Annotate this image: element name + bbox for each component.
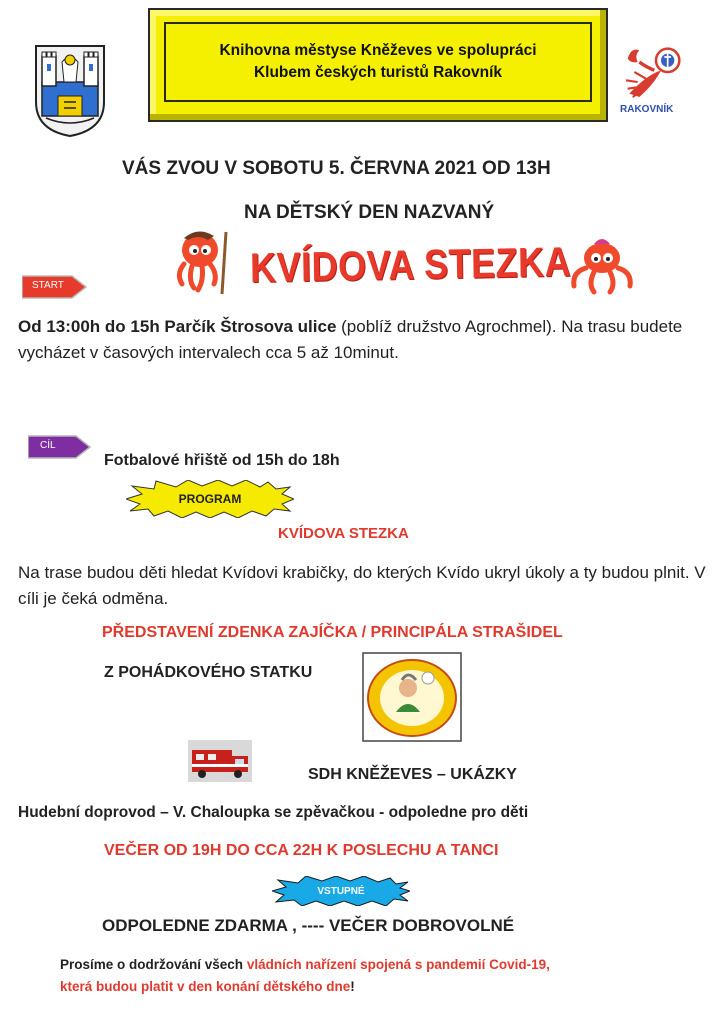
program-description: Na trase budou děti hledat Kvídovi krabičky, do kterých Kvído ukryl úkoly a ty budou plnit. V cíli je čeká odměna. <box>18 563 706 608</box>
invite-line-1: VÁS ZVOU V SOBOTU 5. ČERVNA 2021 OD 13H <box>122 158 551 179</box>
fairytale-farm-logo-icon <box>362 652 462 742</box>
club-logo-text: RAKOVNÍK <box>620 104 674 115</box>
finish-location: Fotbalové hřiště od 15h do 18h <box>104 452 340 469</box>
start-description <box>18 314 708 366</box>
start-tag <box>22 274 88 300</box>
music-info: Hudební doprovod – V. Chaloupka se zpěvačkou - odpoledne pro děti <box>18 804 529 821</box>
notice-part-2: vládních nařízení spojená s pandemií Covid-19, <box>246 957 550 972</box>
sdh-demo: SDH KNĚŽEVES – UKÁZKY <box>308 766 517 783</box>
notice-part-4: ! <box>350 979 355 994</box>
program-badge <box>126 480 294 518</box>
evening-info: VEČER OD 19H DO CCA 22H K POSLECHU A TANCI <box>104 842 499 859</box>
finish-tag-label: CÍL <box>40 440 56 451</box>
start-tag-label: START <box>32 280 64 291</box>
header-inner-frame <box>164 22 592 102</box>
finish-tag <box>28 434 92 460</box>
event-title: KVÍDOVA STEZKA <box>249 237 572 292</box>
town-crest-icon <box>32 42 108 138</box>
crayfish-icon <box>614 42 698 112</box>
header-banner <box>148 8 608 122</box>
invite-line-2: NA DĚTSKÝ DEN NAZVANÝ <box>244 202 495 223</box>
entry-badge-label: VSTUPNÉ <box>317 885 365 897</box>
program-heading: KVÍDOVA STEZKA <box>278 525 409 542</box>
notice-part-3: která budou platit v den konání dětského dne <box>60 979 351 994</box>
start-time-place: Od 13:00h do 15h Parčík Štrosova ulice <box>18 317 337 336</box>
show-subheading: Z POHÁDKOVÉHO STATKU <box>104 664 313 681</box>
start-text-rest: (poblíž družstvo Agrochmel). Na trasu budete vycházet v časových intervalech cca 5 až 10minut. <box>18 317 683 362</box>
club-logo <box>614 42 698 126</box>
fire-truck-icon <box>188 740 252 782</box>
octopus-right-icon <box>566 236 638 296</box>
header-line-2: Klubem českých turistů Rakovník <box>253 64 503 81</box>
notice-part-1: Prosíme o dodržování všech <box>60 957 247 972</box>
entry-badge <box>272 876 410 906</box>
entry-text: ODPOLEDNE ZDARMA , ---- VEČER DOBROVOLNÉ <box>102 916 515 935</box>
header-line-1: Knihovna městyse Kněževes ve spolupráci <box>219 42 537 59</box>
show-heading: PŘEDSTAVENÍ ZDENKA ZAJÍČKA / PRINCIPÁLA STRAŠIDEL <box>102 624 563 641</box>
covid-notice <box>60 954 690 998</box>
octopus-left-icon <box>168 226 238 298</box>
program-badge-label: PROGRAM <box>178 492 242 506</box>
finish-arrow-icon <box>28 434 92 460</box>
